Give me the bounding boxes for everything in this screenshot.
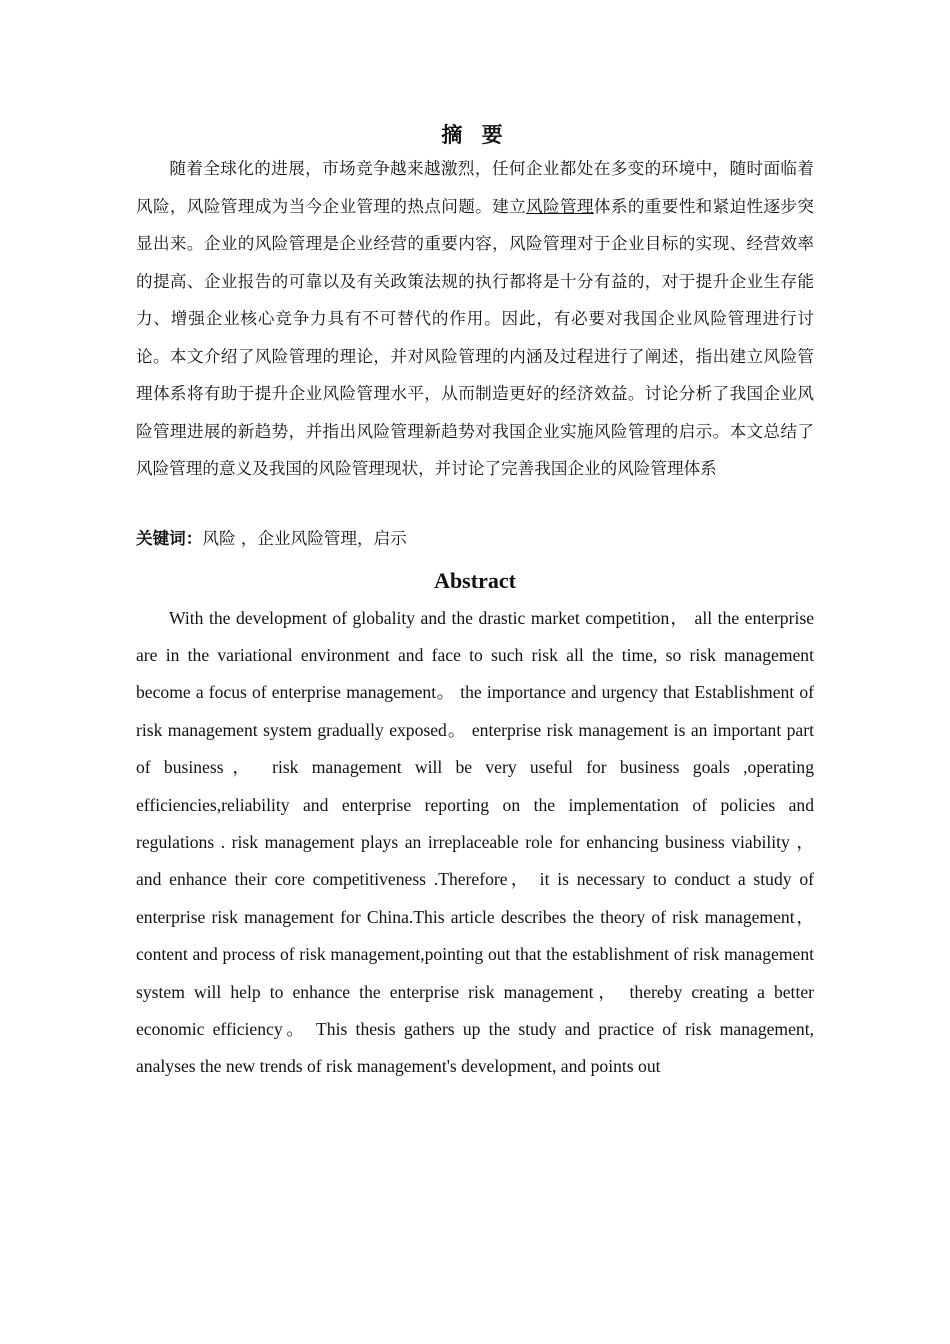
keywords-label: 关键词： <box>136 528 203 548</box>
abstract-en-body-text: With the development of globality and the drastic market competition， all the enterprise are in the variational environment and face to such risk all the time, so risk management become a focus of enterprise management。 the importance and urgency that Establishment of risk management system gradually exposed。 enterprise risk management is an important part of business， risk management will be very useful for business goals ,operating efficiencies,reliability and enterprise reporting on the implementation of policies and regulations . risk management plays an irreplaceable role for enhancing business viability ， and enhance their core competitiveness .Therefore， it is necessary to conduct a study of enterprise risk management for China.This article describes the theory of risk management， content and process of risk management,pointing out that the establishment of risk management system will help to enhance the enterprise risk management， thereby creating a better economic efficiency。 This thesis gathers up the study and practice of risk management, analyses the new trends of risk management's development, and points out <box>136 607 814 1077</box>
document-page <box>136 118 814 1086</box>
keywords-line <box>136 526 814 552</box>
abstract-cn-title: 摘 要 <box>441 123 509 147</box>
abstract-cn-body-part-1: 随着全球化的进展，市场竞争越来越激烈，任何企业都处在多变的环境中，随时面临着风险，风险管理成为当今企业管理的热点问题。建立 <box>136 159 814 216</box>
abstract-en-body <box>136 600 814 1086</box>
abstract-cn-body <box>136 150 814 488</box>
keywords-value: 风险 ，企业风险管理，启示 <box>202 528 407 548</box>
risk-management-link[interactable]: 风险管理 <box>526 196 594 216</box>
abstract-en-title: Abstract <box>434 567 516 593</box>
abstract-cn-body-part-2: 体系的重要性和紧迫性逐步突显出来。企业的风险管理是企业经营的重要内容，风险管理对于企业目标的实现、经营效率的提高、企业报告的可靠以及有关政策法规的执行都将是十分有益的，对于提升企业生存能力、增强企业核心竞争力具有不可替代的作用。因此，有必要对我国企业风险管理进行讨论。本文介绍了风险管理的理论，并对风险管理的内涵及过程进行了阐述，指出建立风险管理体系将有助于提升企业风险管理水平，从而制造更好的经济效益。讨论分析了我国企业风险管理进展的新趋势，并指出风险管理新趋势对我国企业实施风险管理的启示。本文总结了风险管理的意义及我国的风险管理现状，并讨论了完善我国企业的风险管理体系 <box>136 196 815 478</box>
